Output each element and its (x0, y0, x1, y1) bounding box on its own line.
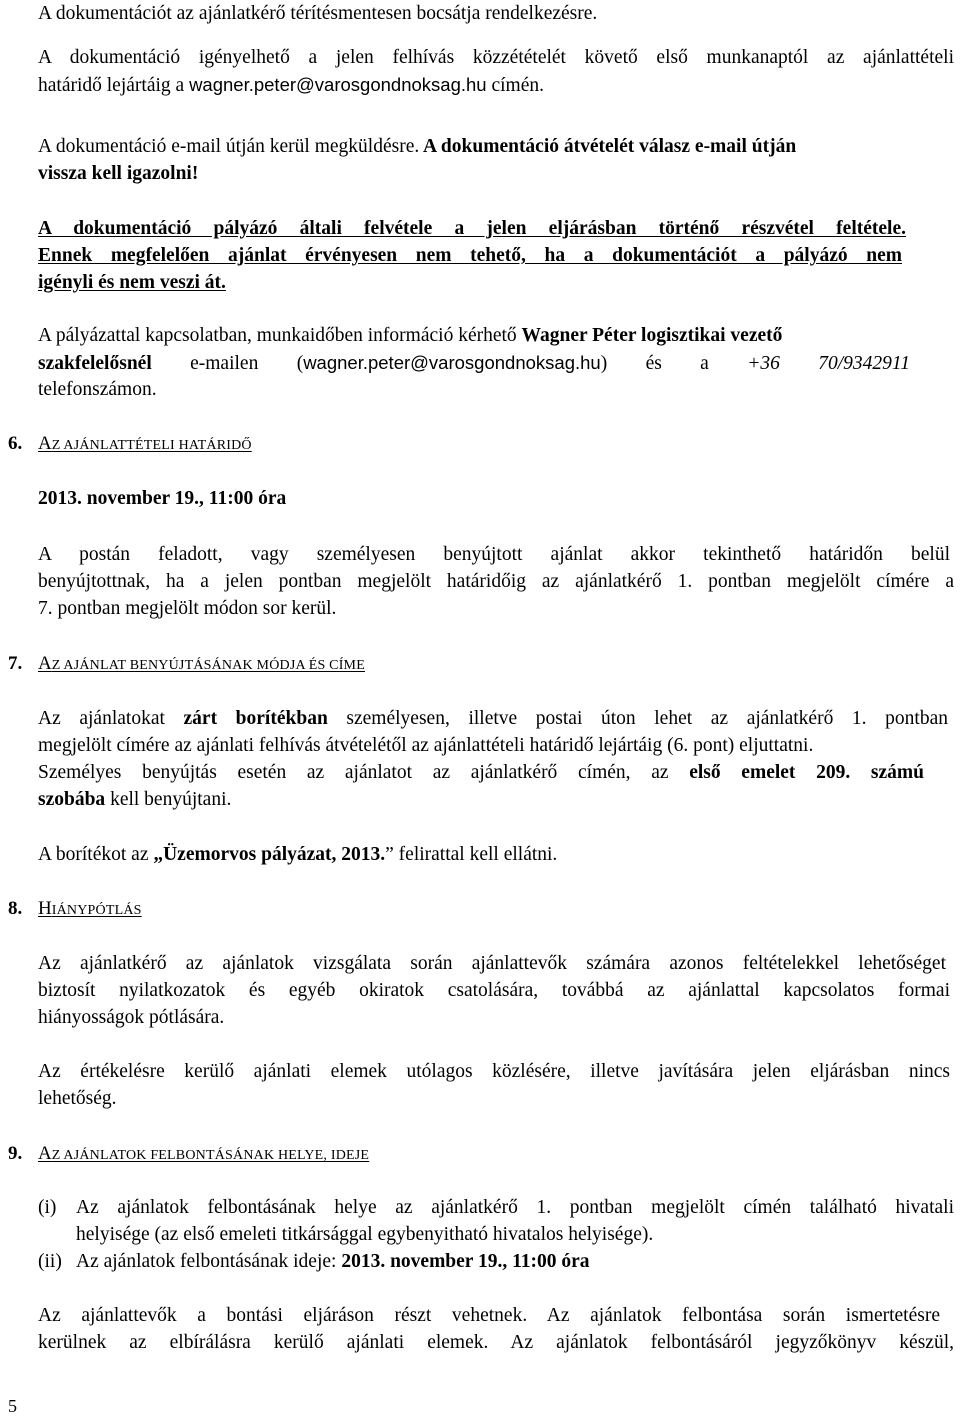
paragraph-email-confirm: vissza kell igazolni! (38, 163, 199, 184)
section-6-text-line1: A postán feladott, vagy személyesen benyújtott ajánlat akkor tekinthető határidőn belül (38, 544, 950, 565)
section-8-p1-line3: hiányosságok pótlására. (38, 1007, 225, 1028)
section-7-p1-line3: Személyes benyújtás esetén az ajánlatot az ajánlatkérő címén, az első emelet 209. számú (38, 762, 924, 783)
page-number: 5 (8, 1396, 17, 1416)
section-9-p-line1: Az ajánlattevők a bontási eljáráson részt vehetnek. Az ajánlatok felbontása során ismertetésre (38, 1305, 940, 1326)
section-8-p2-line1: Az értékelésre kerülő ajánlati elemek utólagos közlésére, illetve javítására jelen eljárásban nincs (38, 1061, 950, 1082)
section-6-text-line2: benyújtottnak, ha a jelen pontban megjelölt határidőig az ajánlatkérő 1. pontban megjelölt címére a (38, 571, 954, 592)
section-7-p2: A borítékot az „Üzemorvos pályázat, 2013.” felirattal kell ellátni. (38, 844, 558, 865)
email-link[interactable]: wagner.peter@varosgondnoksag.hu (303, 352, 601, 373)
section-7-p1-line1: Az ajánlatokat zárt borítékban személyesen, illetve postai úton lehet az ajánlatkérő 1. pontban (38, 708, 949, 729)
section-9-heading: 9. AZ AJÁNLATOK FELBONTÁSÁNAK HELYE, IDEJE (8, 1143, 370, 1164)
list-item-i: (i) Az ajánlatok felbontásának helye az ajánlatkérő 1. pontban megjelölt címén található hivatali helyisége (az első emeleti titkársággal egybenyitható hivatalos helyisége). (38, 1197, 954, 1245)
paragraph-documentation-free: A dokumentációt az ajánlatkérő térítésmentesen bocsátja rendelkezésre. (38, 3, 598, 24)
section-6-text-line3: 7. pontban megjelölt módon sor kerül. (38, 598, 337, 619)
paragraph-documentation-request-line2: határidő lejártáig a wagner.peter@varosgondnoksag.hu címén. (38, 74, 544, 96)
paragraph-contact-line1: A pályázattal kapcsolatban, munkaidőben információ kérhető Wagner Péter logisztikai vezető (38, 325, 783, 346)
paragraph-condition-line1: A dokumentáció pályázó általi felvétele a jelen eljárásban történő részvétel feltétele. (38, 218, 906, 239)
paragraph-condition-line3: igényli és nem veszi át. (38, 272, 226, 293)
paragraph-condition-line2: Ennek megfelelően ajánlat érvényesen nem tehető, ha a dokumentációt a pályázó nem (38, 245, 902, 266)
section-9-p-line2: kerülnek az elbírálásra kerülő ajánlati elemek. Az ajánlatok felbontásáról jegyzőkönyv készül, (38, 1332, 954, 1353)
section-7-p1-line2: megjelölt címére az ajánlati felhívás átvételétől az ajánlattételi határidő lejártáig (6. pont) eljuttatni. (38, 735, 814, 756)
section-8-p1-line1: Az ajánlatkérő az ajánlatok vizsgálata során ajánlattevők számára azonos feltételekkel lehetőséget (38, 953, 946, 974)
paragraph-contact-line3: telefonszámon. (38, 379, 157, 400)
email-link[interactable]: wagner.peter@varosgondnoksag.hu (189, 74, 487, 95)
phone-number: +36 70/9342911 (747, 353, 910, 374)
paragraph-contact-line2: szakfelelősnél e-mailen (wagner.peter@varosgondnoksag.hu) és a +36 70/9342911 (38, 352, 910, 374)
section-8-p1-line2: biztosít nyilatkozatok és egyéb okiratok csatolására, továbbá az ajánlattal kapcsolatos formai (38, 980, 950, 1001)
section-7-heading: 7. AZ AJÁNLAT BENYÚJTÁSÁNAK MÓDJA ÉS CÍME (8, 653, 365, 674)
section-8-p2-line2: lehetőség. (38, 1088, 117, 1109)
section-7-p1-line4: szobába kell benyújtani. (38, 789, 232, 810)
paragraph-documentation-request-line1: A dokumentáció igényelhető a jelen felhívás közzétételét követő első munkanaptól az ajánlattételi (38, 47, 954, 68)
paragraph-email-delivery: A dokumentáció e-mail útján kerül megküldésre. A dokumentáció átvételét válasz e-mail útján (38, 136, 797, 157)
list-item-ii: (ii) Az ajánlatok felbontásának ideje: 2013. november 19., 11:00 óra (38, 1251, 590, 1272)
section-8-heading: 8. HIÁNYPÓTLÁS (8, 898, 142, 919)
section-6-deadline: 2013. november 19., 11:00 óra (38, 488, 287, 509)
section-6-heading: 6. AZ AJÁNLATTÉTELI HATÁRIDŐ (8, 433, 252, 454)
